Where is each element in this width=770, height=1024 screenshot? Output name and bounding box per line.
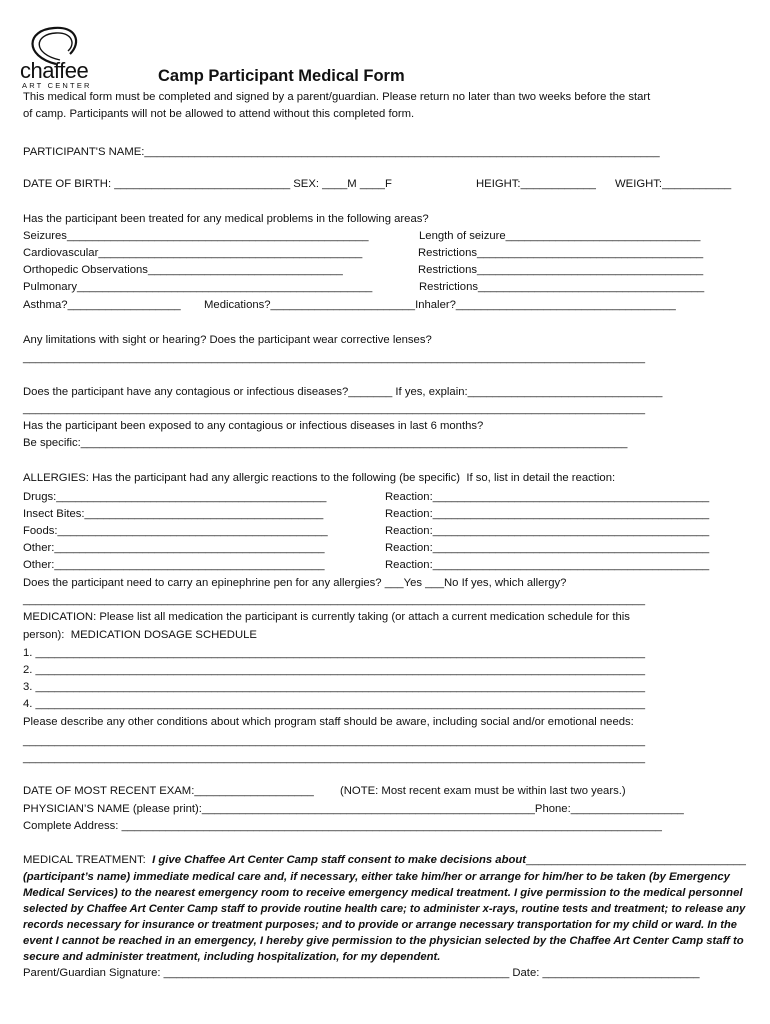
reaction-field-1[interactable]: Reaction:____________________________________________	[385, 491, 710, 503]
foods-field[interactable]: Foods:___________________________________________	[23, 525, 328, 537]
epinephrine-question[interactable]: Does the participant need to carry an epinephrine pen for any allergies? ___Yes ___No If yes, which allergy?	[23, 577, 567, 589]
consent-text-1: I give Chaffee Art Center Camp staff consent to make decisions about	[152, 854, 527, 866]
logo-subtitle: ART CENTER	[22, 81, 92, 90]
weight-field[interactable]: WEIGHT:___________	[615, 178, 732, 190]
conditions-line-1[interactable]: ___________________________________________________________________________________________________	[23, 735, 645, 747]
intro-line-1: This medical form must be completed and signed by a parent/guardian. Please return no later than two weeks before the start	[23, 91, 651, 103]
reaction-field-2[interactable]: Reaction:____________________________________________	[385, 508, 710, 520]
medications-inhaler-field[interactable]: Medications?_______________________Inhaler?___________________________________	[204, 299, 676, 311]
medication-line-1[interactable]: 1. _________________________________________________________________________________________________	[23, 647, 645, 659]
form-title: Camp Participant Medical Form	[158, 67, 405, 85]
restrictions-field-1[interactable]: Restrictions____________________________________	[418, 247, 704, 259]
sight-question: Any limitations with sight or hearing? Does the participant wear corrective lenses?	[23, 334, 432, 346]
treated-question: Has the participant been treated for any medical problems in the following areas?	[23, 213, 429, 225]
consent-text-2: (participant’s name) immediate medical care and, if necessary, either take him/her or arrange for him/her to be taken (by Emergency	[23, 871, 730, 883]
conditions-line-2[interactable]: ___________________________________________________________________________________________________	[23, 752, 645, 764]
restrictions-field-3[interactable]: Restrictions____________________________________	[419, 281, 705, 293]
other-field-2[interactable]: Other:___________________________________________	[23, 559, 325, 571]
parent-signature-date-field[interactable]: Parent/Guardian Signature: _______________________________________________________ Date: _________________________	[23, 967, 700, 979]
participant-name-field[interactable]: PARTICIPANT'S NAME:__________________________________________________________________________________	[23, 146, 660, 158]
length-of-seizure-field[interactable]: Length of seizure_______________________________	[419, 230, 701, 242]
intro-line-2: of camp. Participants will not be allowed to attend without this completed form.	[23, 108, 415, 120]
restrictions-field-2[interactable]: Restrictions____________________________________	[418, 264, 704, 276]
medication-instructions-2: person): MEDICATION DOSAGE SCHEDULE	[23, 629, 257, 641]
reaction-field-3[interactable]: Reaction:____________________________________________	[385, 525, 710, 537]
pulmonary-field[interactable]: Pulmonary_______________________________________________	[23, 281, 373, 293]
recent-exam-date-field[interactable]: DATE OF MOST RECENT EXAM:___________________	[23, 785, 314, 797]
complete-address-field[interactable]: Complete Address: ______________________________________________________________________________________	[23, 820, 662, 832]
date-of-birth-sex-field[interactable]: DATE OF BIRTH: ____________________________ SEX: ____M ____F	[23, 178, 392, 190]
contagious-question[interactable]: Does the participant have any contagious or infectious diseases?_______ If yes, explain:_______________________________	[23, 386, 663, 398]
seizures-field[interactable]: Seizures________________________________________________	[23, 230, 369, 242]
medical-treatment-label: MEDICAL TREATMENT:	[23, 854, 146, 866]
orthopedic-field[interactable]: Orthopedic Observations_______________________________	[23, 264, 343, 276]
be-specific-field[interactable]: Be specific:_______________________________________________________________________________________	[23, 437, 628, 449]
chaffee-art-center-logo	[16, 24, 108, 94]
reaction-field-4[interactable]: Reaction:____________________________________________	[385, 542, 710, 554]
insect-bites-field[interactable]: Insect Bites:______________________________________	[23, 508, 324, 520]
cardiovascular-field[interactable]: Cardiovascular__________________________________________	[23, 247, 363, 259]
exposed-question: Has the participant been exposed to any contagious or infectious diseases in last 6 months?	[23, 420, 484, 432]
consent-text-5: records necessary for insurance or treatment purposes; and to provide or arrange necessary transportation for my child or ward. In the	[23, 919, 737, 931]
allergies-question: ALLERGIES: Has the participant had any allergic reactions to the following (be specific) If so, list in detail the reaction:	[23, 472, 616, 484]
exam-note: (NOTE: Most recent exam must be within last two years.)	[340, 785, 626, 797]
physician-name-phone-field[interactable]: PHYSICIAN’S NAME (please print):_____________________________________________________Phone:__________________	[23, 803, 684, 815]
medication-line-2[interactable]: 2. _________________________________________________________________________________________________	[23, 664, 645, 676]
participant-name-blank[interactable]: ___________________________________	[526, 854, 746, 866]
logo-wordmark: chaffee	[20, 58, 89, 83]
asthma-field[interactable]: Asthma?__________________	[23, 299, 181, 311]
medical-treatment-line-1	[23, 853, 746, 867]
reaction-field-5[interactable]: Reaction:____________________________________________	[385, 559, 710, 571]
other-field-1[interactable]: Other:___________________________________________	[23, 542, 325, 554]
drugs-field[interactable]: Drugs:___________________________________________	[23, 491, 327, 503]
consent-text-3: Medical Services) to the nearest emergency room to receive emergency medical treatment. I give permission to the medical personnel	[23, 887, 743, 899]
consent-text-7: secure and administer treatment, including hospitalization, for my dependent.	[23, 951, 441, 963]
medication-instructions-1: MEDICATION: Please list all medication the participant is currently taking (or attach a current medication schedule for this	[23, 611, 630, 623]
contagious-answer-line[interactable]: ___________________________________________________________________________________________________	[23, 403, 645, 415]
consent-text-4: selected by Chaffee Art Center Camp staff to provide routine health care; to administer x-rays, routine tests and treatment; to release any	[23, 903, 746, 915]
allergy-answer-line[interactable]: ___________________________________________________________________________________________________	[23, 594, 645, 606]
conditions-question: Please describe any other conditions about which program staff should be aware, including social and/or emotional needs:	[23, 716, 634, 728]
sight-answer-line[interactable]: ___________________________________________________________________________________________________	[23, 352, 645, 364]
consent-text-6: event I cannot be reached in an emergency, I hereby give permission to the physician selected by the Chaffee Art Center Camp staff to	[23, 935, 744, 947]
medication-line-4[interactable]: 4. _________________________________________________________________________________________________	[23, 698, 645, 710]
medication-line-3[interactable]: 3. _________________________________________________________________________________________________	[23, 681, 645, 693]
height-field[interactable]: HEIGHT:____________	[476, 178, 596, 190]
